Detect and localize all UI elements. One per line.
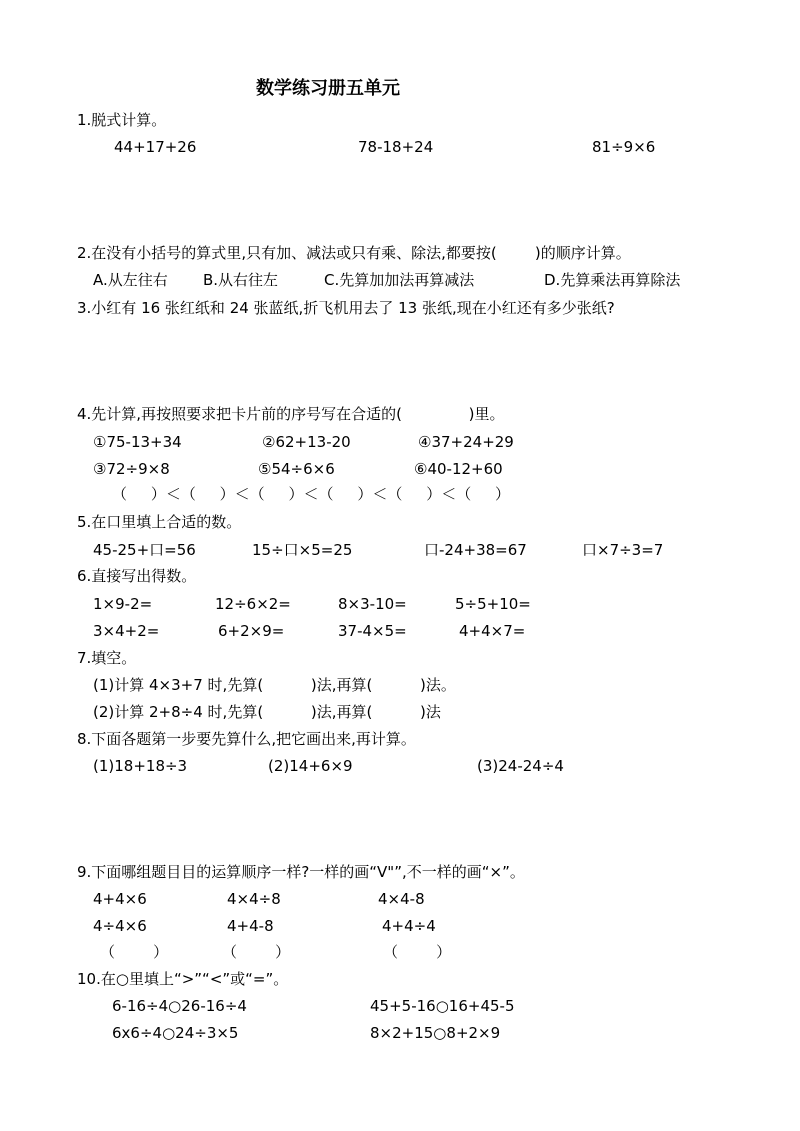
q4-order-row: （ ）＜（ ）＜（ ）＜（ ）＜（ ）＜（ ） (112, 485, 511, 503)
q10-item-3: 6x6÷4○24÷3×5 (112, 1024, 239, 1042)
q4-card-4: ④37+24+29 (418, 433, 514, 451)
q8-prompt: 8.下面各题第一步要先算什么,把它画出来,再计算。 (77, 730, 416, 748)
q6-item-8: 4+4×7= (459, 622, 526, 640)
q10-item-1: 6-16÷4○26-16÷4 (112, 997, 247, 1015)
q6-item-6: 6+2×9= (218, 622, 285, 640)
q4-card-3: ③72÷9×8 (93, 460, 170, 478)
q9-item-4: 4÷4×6 (93, 917, 147, 935)
q8-item-2: (2)14+6×9 (268, 757, 353, 775)
q6-item-7: 37-4×5= (338, 622, 407, 640)
q1-item-1: 44+17+26 (114, 138, 197, 156)
q8-item-3: (3)24-24÷4 (477, 757, 564, 775)
q10-item-4: 8×2+15○8+2×9 (370, 1024, 501, 1042)
q5-item-3: 口-24+38=67 (424, 541, 527, 559)
q10-item-2: 45+5-16○16+45-5 (370, 997, 515, 1015)
q6-prompt: 6.直接写出得数。 (77, 567, 197, 585)
q5-item-1: 45-25+口=56 (93, 541, 196, 559)
q2-option-a: A.从左往右 (93, 271, 168, 289)
q2-prompt: 2.在没有小括号的算式里,只有加、减法或只有乘、除法,都要按( )的顺序计算。 (77, 244, 631, 262)
q7-prompt: 7.填空。 (77, 649, 137, 667)
q6-item-4: 5÷5+10= (455, 595, 531, 613)
q4-card-5: ⑤54÷6×6 (258, 460, 335, 478)
q9-bracket-2: （ ） (222, 943, 291, 961)
q3-prompt: 3.小红有 16 张红纸和 24 张蓝纸,折飞机用去了 13 张纸,现在小红还有多少张纸? (77, 299, 615, 317)
q4-card-1: ①75-13+34 (93, 433, 182, 451)
q9-bracket-3: （ ） (383, 943, 452, 961)
q2-option-d: D.先算乘法再算除法 (544, 271, 681, 289)
q1-item-2: 78-18+24 (358, 138, 434, 156)
q9-item-6: 4+4÷4 (382, 917, 436, 935)
q6-item-3: 8×3-10= (338, 595, 407, 613)
q7-line-1: (1)计算 4×3+7 时,先算( )法,再算( )法。 (93, 676, 456, 694)
q5-item-4: 口×7÷3=7 (582, 541, 664, 559)
q9-prompt: 9.下面哪组题目目的运算顺序一样?一样的画“V"”,不一样的画“×”。 (77, 863, 525, 881)
q7-line-2: (2)计算 2+8÷4 时,先算( )法,再算( )法 (93, 703, 441, 721)
q8-item-1: (1)18+18÷3 (93, 757, 188, 775)
q9-item-1: 4+4×6 (93, 890, 147, 908)
q6-item-1: 1×9-2= (93, 595, 153, 613)
q5-prompt: 5.在口里填上合适的数。 (77, 513, 242, 531)
q6-item-2: 12÷6×2= (215, 595, 291, 613)
q9-bracket-1: （ ） (100, 943, 169, 961)
q4-card-2: ②62+13-20 (262, 433, 351, 451)
q4-prompt: 4.先计算,再按照要求把卡片前的序号写在合适的( )里。 (77, 405, 505, 423)
q10-prompt: 10.在○里填上“>”“<”或“=”。 (77, 970, 289, 988)
q6-item-5: 3×4+2= (93, 622, 160, 640)
q2-option-c: C.先算加加法再算减法 (324, 271, 475, 289)
q5-item-2: 15÷口×5=25 (252, 541, 353, 559)
q2-option-b: B.从右往左 (203, 271, 279, 289)
q9-item-3: 4×4-8 (378, 890, 425, 908)
q1-prompt: 1.脱式计算。 (77, 111, 167, 129)
page-title: 数学练习册五单元 (256, 78, 400, 99)
q9-item-5: 4+4-8 (227, 917, 274, 935)
q1-item-3: 81÷9×6 (592, 138, 656, 156)
q9-item-2: 4×4÷8 (227, 890, 281, 908)
q4-card-6: ⑥40-12+60 (414, 460, 503, 478)
